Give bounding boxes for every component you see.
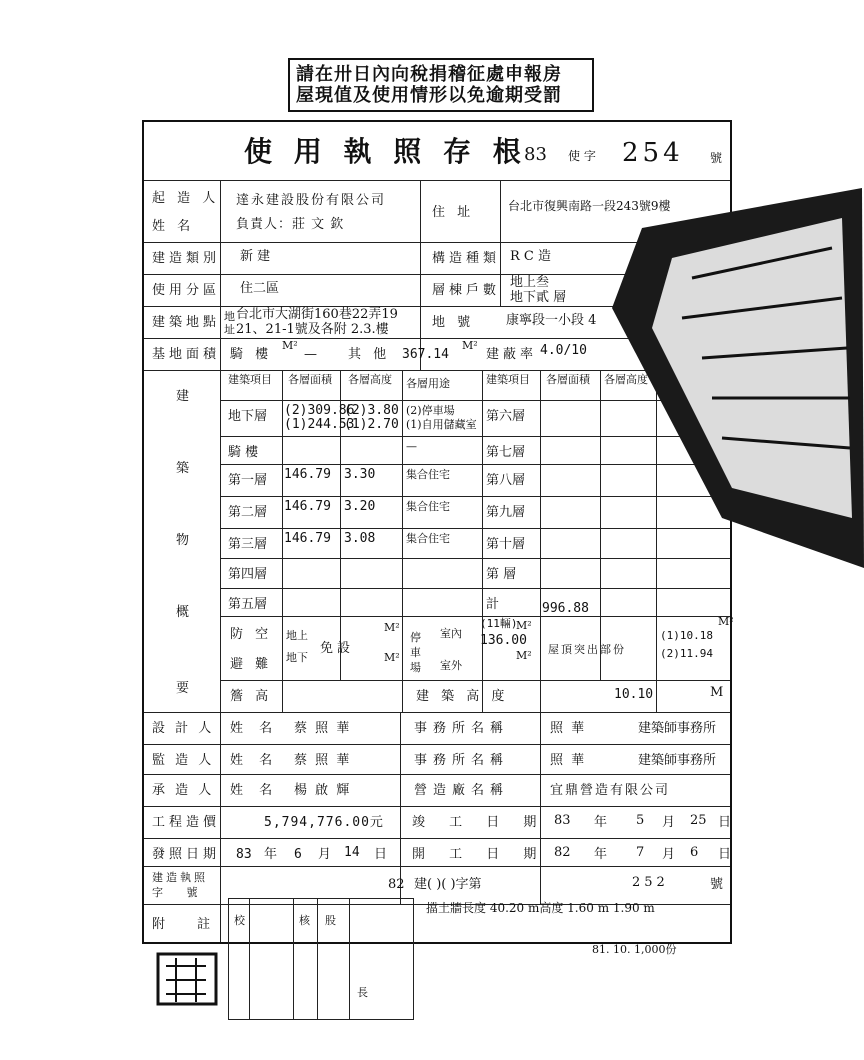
roof-unit: M² [718, 615, 734, 628]
bldg-row-height: 3.20 [344, 499, 376, 514]
shelter-below: 地下 [286, 651, 308, 664]
bldg-row-item: 第一層 [228, 473, 268, 488]
bldg-row-item: 第四層 [228, 567, 268, 582]
other-label: 其 他 [348, 347, 391, 362]
roof-value-2: (2)11.94 [660, 647, 713, 660]
person-office-label: 事務所名稱 [414, 753, 510, 768]
print-info: 81. 10. 1,000份 [592, 943, 677, 956]
form-title: 使 用 執 照 存 根 [244, 135, 527, 168]
start-month: 7 [636, 845, 645, 860]
completion-yue: 月 [662, 815, 676, 830]
shelter-above: 地上 [286, 629, 308, 642]
start-yue: 月 [662, 847, 676, 862]
person-name-label: 姓 名 [230, 783, 279, 798]
completion-year: 83 [554, 813, 571, 828]
permit-number: 254 [622, 138, 684, 168]
person-office-suffix: 建築師事務所 [638, 721, 717, 736]
issue-month: 6 [294, 847, 302, 862]
bldg-header-use: 各層用途 [406, 377, 450, 390]
cost-value: 5,794,776.00元 [264, 815, 384, 830]
parking-unit-2: M² [516, 649, 532, 662]
parking-area: 136.00 [480, 633, 527, 648]
stamp-cell-2: 核 [299, 914, 310, 927]
roof-value-1: (1)10.18 [660, 629, 713, 642]
completion-day: 25 [690, 813, 707, 828]
bldg-row-item2: 第八層 [486, 473, 526, 488]
person-name: 楊 啟 輝 [294, 783, 352, 798]
zoning-value: 住二區 [240, 281, 280, 296]
eave-label: 簷 高 [230, 689, 273, 704]
arcade-label: 騎 樓 [230, 347, 273, 362]
shelter-unit-2: M² [384, 651, 400, 664]
person-role: 設 計 人 [152, 721, 215, 736]
area-label: 基地面積 [152, 347, 221, 362]
start-year: 82 [554, 845, 571, 860]
bldg-side-2: 築 [176, 461, 194, 476]
floors-above: 地上叁 [510, 275, 550, 290]
other-unit: M² [462, 339, 478, 352]
approval-stamp-grid [228, 898, 414, 1020]
person-name-label: 姓 名 [230, 721, 279, 736]
bldg-header-height: 各層高度 [348, 373, 392, 386]
permit-ref-number: 252 [632, 875, 669, 890]
notice-line-1: 請在卅日內向稅捐稽征處申報房 [296, 64, 562, 85]
start-label: 開 工 日 期 [412, 847, 547, 862]
shelter-label-2: 避 難 [230, 657, 273, 672]
permit-suffix: 號 [710, 151, 723, 165]
other-value: 367.14 [402, 347, 449, 362]
bldg-side-3: 物 [176, 533, 194, 548]
completion-label: 竣 工 日 期 [412, 815, 547, 830]
bldg-row-area: 146.79 [284, 531, 331, 546]
shelter-unit-1: M² [384, 621, 400, 634]
issue-ri: 日 [374, 847, 388, 862]
parking-count: (11輛) [480, 617, 518, 630]
bldg-header-area: 各層面積 [288, 373, 332, 386]
bldg-row-item: 騎 樓 [228, 445, 259, 460]
issue-label: 發照日期 [152, 847, 221, 862]
bldg-row-height: (2)3.80 (1)2.70 [344, 403, 399, 432]
start-nian: 年 [594, 847, 608, 862]
notice-line-2: 屋現值及使用情形以免逾期受罰 [296, 85, 562, 106]
building-height-unit: M [710, 685, 724, 700]
note-text: 擋土牆長度 40.20 m高度 1.60 m 1.90 m [426, 901, 655, 915]
person-office-label: 營造廠名稱 [414, 783, 510, 798]
torn-corner-graphic [612, 188, 864, 568]
roof-label: 屋頂突出部份 [548, 643, 626, 656]
category-value: 新 建 [240, 249, 271, 264]
lot-label: 地 號 [432, 315, 475, 330]
seal-mark [156, 952, 218, 1006]
bldg-row-item2: 第七層 [486, 445, 526, 460]
building-height-label: 建 築 高 度 [416, 689, 509, 704]
address-label: 住 址 [432, 205, 475, 220]
bldg-side-4: 概 [176, 605, 194, 620]
note-label: 附 註 [152, 917, 225, 932]
start-ri: 日 [718, 847, 732, 862]
bldg-row-area: 146.79 [284, 499, 331, 514]
person-office: 照 華 [550, 753, 587, 768]
arcade-value: — [304, 347, 317, 362]
shelter-value: 免設 [320, 641, 355, 656]
floors-below: 地下貳 層 [510, 290, 567, 305]
bldg-row-height: 3.08 [344, 531, 376, 546]
parking-out: 室外 [440, 659, 462, 672]
bldg-row-item: 第三層 [228, 537, 268, 552]
issue-nian: 年 [264, 847, 278, 862]
bldg-row-item2: 第 層 [486, 567, 517, 582]
bldg-row-area: 146.79 [284, 467, 331, 482]
person-office-suffix: 建築師事務所 [638, 753, 717, 768]
permit-year: 83 [524, 144, 547, 165]
category-label: 建造類別 [152, 251, 221, 266]
completion-month: 5 [636, 813, 645, 828]
person-role: 監 造 人 [152, 753, 215, 768]
person-name: 蔡 照 華 [294, 753, 352, 768]
site-label: 建築地點 [152, 315, 221, 330]
completion-nian: 年 [594, 815, 608, 830]
bldg-row-item: 第五層 [228, 597, 268, 612]
person-role: 承 造 人 [152, 783, 215, 798]
notice-stamp [288, 58, 594, 112]
structure-value: R C 造 [510, 249, 551, 264]
bldg-row-item2: 第十層 [486, 537, 526, 552]
zoning-label: 使用分區 [152, 283, 221, 298]
shelter-label-1: 防 空 [230, 627, 273, 642]
bldg-row-item2: 計 [486, 597, 500, 612]
parking-in: 室內 [440, 627, 462, 640]
bldg-header-item: 建築項目 [228, 373, 272, 386]
cost-label: 工程造價 [152, 815, 221, 830]
owner-address: 台北市復興南路一段243號9樓 [508, 199, 671, 213]
owner-representative: 負責人：莊 文 欽 [236, 217, 345, 232]
lot-value: 康寧段一小段 4 [506, 313, 597, 328]
stamp-cell-3: 股 [325, 914, 336, 927]
permit-text: 建( )( )字第 [414, 877, 482, 892]
issue-yue: 月 [318, 847, 332, 862]
ratio-label: 建蔽率 [486, 347, 538, 362]
bldg-row-use: (2)停車場 (1)自用儲藏室 [406, 404, 477, 431]
bldg-row-area2: 996.88 [542, 601, 589, 616]
person-name-label: 姓 名 [230, 753, 279, 768]
owner-name-label: 姓 名 [152, 219, 195, 234]
site-line-1: 台北市大湖街160巷22弄19 [236, 307, 398, 322]
site-line-2: 21、21-1號及各附 2.3.樓 [236, 322, 389, 337]
bldg-row-item: 第二層 [228, 505, 268, 520]
bldg-header-item2: 建築項目 [486, 373, 530, 386]
building-height-value: 10.10 [614, 687, 654, 702]
bldg-row-area: (2)309.86 (1)244.53 [284, 403, 355, 432]
issue-year: 83 [236, 847, 252, 862]
person-office: 照 華 [550, 721, 587, 736]
arcade-unit: M² [282, 339, 298, 352]
floors-label: 層棟戶數 [432, 283, 501, 298]
bldg-row-height: 3.30 [344, 467, 376, 482]
parking-unit-1: M² [516, 619, 532, 632]
permit-label-1: 建造執照 [152, 871, 208, 884]
completion-ri: 日 [718, 815, 732, 830]
bldg-row-use: 集合住宅 [406, 532, 450, 545]
person-name: 蔡 照 華 [294, 721, 352, 736]
ratio-value: 4.0/10 [540, 343, 587, 358]
bldg-row-item: 地下層 [228, 409, 268, 424]
permit-label-2: 字 號 [152, 886, 208, 899]
permit-ref-suffix: 號 [710, 877, 724, 892]
structure-label: 構造種類 [432, 251, 501, 266]
site-prefix: 地址 [224, 310, 235, 336]
bldg-row-use: — [406, 440, 417, 453]
bldg-row-use: 集合住宅 [406, 468, 450, 481]
permit-year-82: 82 [388, 877, 405, 892]
bldg-header-area2: 各層面積 [546, 373, 590, 386]
bldg-row-item2: 第九層 [486, 505, 526, 520]
permit-word: 使 字 [568, 149, 596, 163]
stamp-cell-1: 校 [234, 914, 245, 927]
owner-name: 達永建設股份有限公司 [236, 193, 387, 208]
bldg-side-1: 建 [176, 389, 194, 404]
parking-label: 停車場 [410, 631, 421, 674]
owner-label: 起 造 人 [152, 191, 220, 206]
bldg-row-use: 集合住宅 [406, 500, 450, 513]
start-day: 6 [690, 845, 699, 860]
stamp-cell-4: 長 [357, 986, 368, 999]
person-office-label: 事務所名稱 [414, 721, 510, 736]
bldg-header-height2: 各層高度 [604, 373, 648, 386]
bldg-row-item2: 第六層 [486, 409, 526, 424]
person-office: 宜鼎營造有限公司 [550, 783, 671, 798]
issue-day: 14 [344, 845, 360, 860]
bldg-side-5: 要 [176, 681, 194, 696]
